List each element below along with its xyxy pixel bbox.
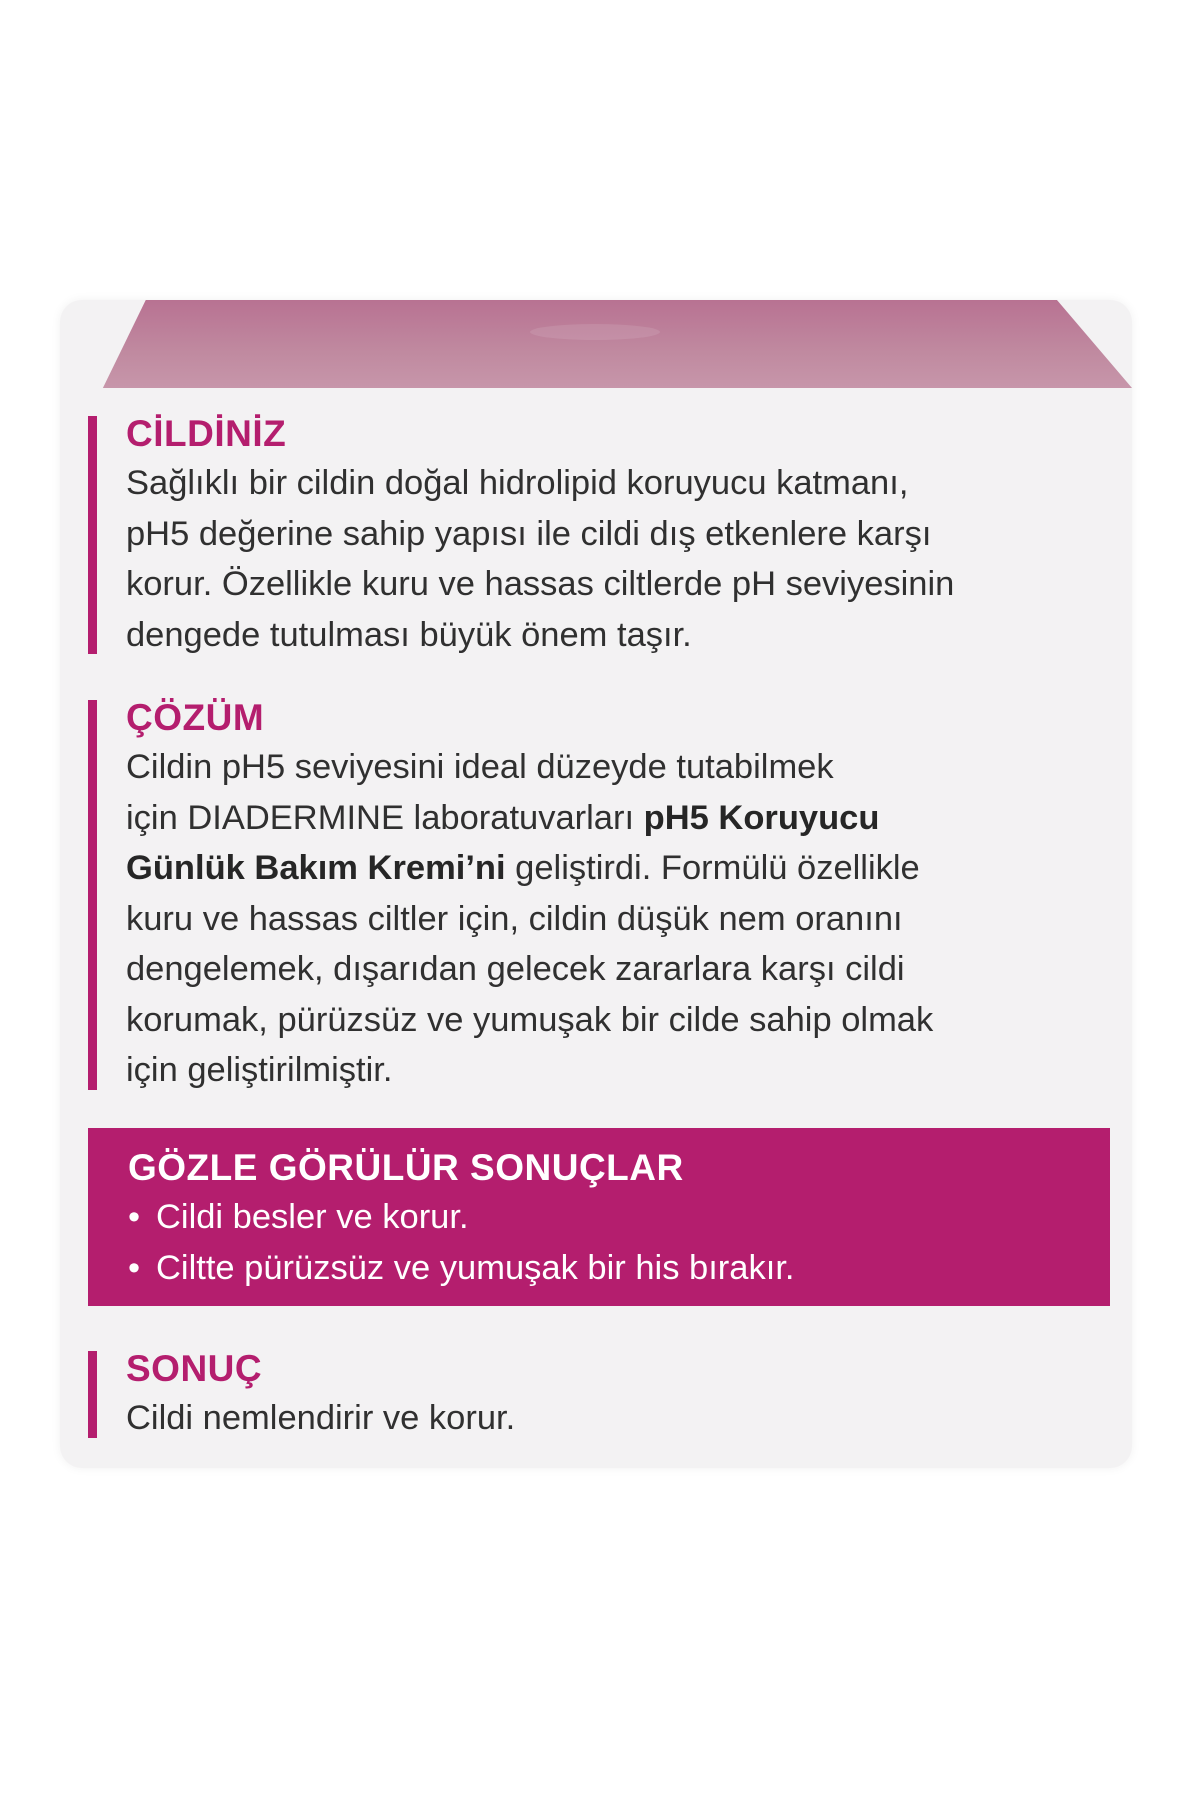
section-sonuc (88, 1345, 1132, 1444)
section-cozum (88, 694, 1132, 1096)
body-line: korumak, pürüzsüz ve yumuşak bir cilde sahip olmak (126, 1000, 934, 1039)
body-line: Cildin pH5 seviyesini ideal düzeyde tutabilmek (126, 748, 834, 786)
lid-logo-mark (530, 324, 660, 340)
box-lid (60, 300, 1132, 388)
body-line: dengelemek, dışarıdan gelecek zararlara karşı cildi (126, 950, 905, 988)
body-line: dengede tutulması büyük önem taşır. (126, 615, 692, 654)
results-banner (88, 1128, 1110, 1306)
product-name-bold: Günlük Bakım Kremi’ni (126, 849, 506, 887)
body-line: Cildi nemlendirir ve korur. (126, 1399, 516, 1437)
results-list-item (128, 1243, 1110, 1294)
section-body (126, 1393, 1132, 1444)
section-heading: ÇÖZÜM (126, 697, 265, 738)
body-line: Sağlıklı bir cildin doğal hidrolipid koruyucu katmanı, (126, 464, 909, 502)
bullet-icon: • (128, 1198, 141, 1236)
section-heading: CİLDİNİZ (126, 413, 287, 454)
section-body (126, 742, 1132, 1096)
body-line: kuru ve hassas ciltler için, cildin düşük nem oranını (126, 899, 903, 938)
results-item-text: Cildi besler ve korur. (156, 1198, 469, 1236)
bullet-icon: • (128, 1249, 141, 1287)
results-heading: GÖZLE GÖRÜLÜR SONUÇLAR (128, 1147, 684, 1188)
section-accent-bar (88, 1351, 97, 1438)
results-list (128, 1192, 1110, 1294)
section-accent-bar (88, 700, 97, 1090)
body-line: korur. Özellikle kuru ve hassas ciltlerde pH seviyesinin (126, 565, 955, 603)
section-body (126, 458, 1132, 660)
body-line: geliştirdi. Formülü özellikle (505, 849, 920, 887)
section-accent-bar (88, 416, 97, 654)
section-heading: SONUÇ (126, 1348, 263, 1389)
body-line: için geliştirilmiştir. (126, 1051, 393, 1089)
body-line: için DIADERMINE laboratuvarları (126, 798, 644, 837)
section-cildiniz (88, 410, 1132, 660)
results-item-text: Ciltte pürüzsüz ve yumuşak bir his bırakır. (156, 1249, 795, 1287)
product-box-panel (60, 300, 1132, 1468)
results-list-item (128, 1192, 1110, 1243)
product-name-bold: pH5 Koruyucu (643, 798, 880, 837)
body-line: pH5 değerine sahip yapısı ile cildi dış etkenlere karşı (126, 514, 932, 553)
